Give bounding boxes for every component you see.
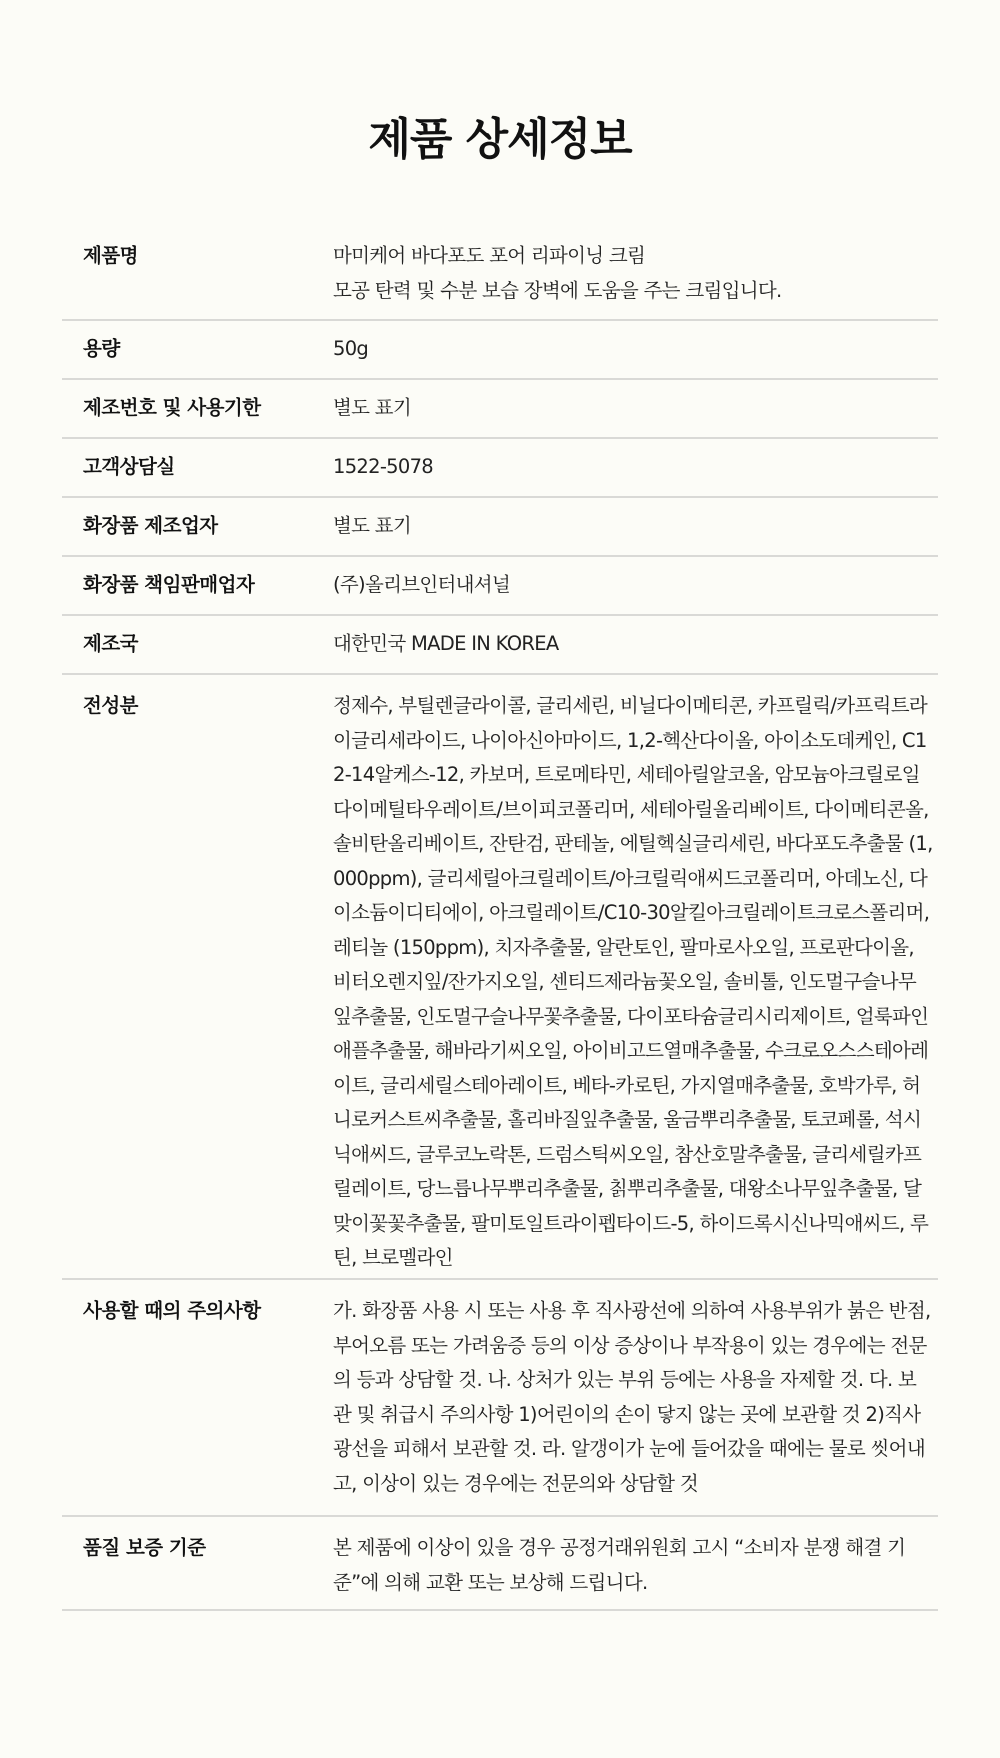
product-description-text: 모공 탄력 및 수분 보습 장벽에 도움을 주는 크림입니다.	[333, 278, 782, 302]
product-info-table	[62, 221, 938, 1611]
row-volume	[62, 321, 938, 380]
row-quality-guarantee	[62, 1517, 938, 1611]
row-label: 화장품 제조업자	[83, 514, 218, 537]
row-label: 품질 보증 기준	[83, 1536, 206, 1559]
row-value: (주)올리브인터내셔널	[333, 573, 511, 596]
row-value	[333, 239, 933, 319]
row-precautions	[62, 1280, 938, 1517]
precautions-text: 가. 화장품 사용 시 또는 사용 후 직사광선에 의하여 사용부위가 붉은 반점, 부어오름 또는 가려움증 등의 이상 증상이나 부작용이 있는 경우에는 전문의 등과 상담할 것. 나. 상처가 있는 부위 등에는 사용을 자제할 것. 다. 보관 및 취급시 주의사항 1)어린이의 손이 닿지 않는 곳에 보관할 것 2)직사광선을 피해서 보관할 것. 라. 알갱이가 눈에 들어갔을 때에는 물로 씻어내고, 이상이 있는 경우에는 전문의와 상담할 것	[333, 1299, 931, 1495]
row-customer-service	[62, 439, 938, 498]
row-country	[62, 616, 938, 675]
row-distributor	[62, 557, 938, 616]
row-product-name	[62, 221, 938, 321]
page-title: 제품 상세정보	[368, 114, 632, 165]
row-value: 1522-5078	[333, 455, 433, 478]
row-label: 화장품 책임판매업자	[83, 573, 255, 596]
row-label: 제품명	[83, 244, 139, 267]
row-value: 50g	[333, 337, 369, 360]
ingredients-text: 정제수, 부틸렌글라이콜, 글리세린, 비닐다이메티콘, 카프릴릭/카프릭트라이글리세라이드, 나이아신아마이드, 1,2-헥산다이올, 아이소도데케인, C12-14알케스-12, 카보머, 트로메타민, 세테아릴알코올, 암모늄아크릴로일다이메틸타우레이트/브이피코폴리머, 세테아릴올리베이트, 다이메티콘올, 솔비탄올리베이트, 잔탄검, 판테놀, 에틸헥실글리세린, 바다포도추출물 (1,000ppm), 글리세릴아크릴레이트/아크릴릭애씨드코폴리머, 아데노신, 다이소듐이디티에이, 아크릴레이트/C10-30알킬아크릴레이트크로스폴리머, 레티놀 (150ppm), 치자추출물, 알란토인, 팔마로사오일, 프로판다이올, 비터오렌지잎/잔가지오일, 센티드제라늄꽃오일, 솔비톨, 인도멀구슬나무잎추출물, 인도멀구슬나무꽃추출물, 다이포타슘글리시리제이트, 얼룩파인애플추출물, 해바라기씨오일, 아이비고드열매추출물, 수크로오스스테아레이트, 글리세릴스테아레이트, 베타-카로틴, 가지열매추출물, 호박가루, 허니로커스트씨추출물, 홀리바질잎추출물, 울금뿌리추출물, 토코페롤, 석시닉애씨드, 글루코노락톤, 드럼스틱씨오일, 참산호말추출물, 글리세릴카프릴레이트, 당느릅나무뿌리추출물, 칡뿌리추출물, 대왕소나무잎추출물, 달맞이꽃꽃추출물, 팔미토일트라이펩타이드-5, 하이드록시신나믹애씨드, 루틴, 브로멜라인	[333, 694, 933, 1269]
row-label: 용량	[83, 337, 120, 360]
row-ingredients	[62, 675, 938, 1280]
row-label: 전성분	[83, 694, 139, 717]
row-value: 별도 표기	[333, 396, 412, 419]
row-value: 별도 표기	[333, 514, 412, 537]
row-label: 제조국	[83, 632, 139, 655]
product-name-text: 마미케어 바다포도 포어 리파이닝 크림	[333, 244, 646, 267]
quality-guarantee-text: 본 제품에 이상이 있을 경우 공정거래위원회 고시 “소비자 분쟁 해결 기준”에 의해 교환 또는 보상해 드립니다.	[333, 1536, 906, 1594]
row-value: 대한민국 MADE IN KOREA	[333, 632, 559, 655]
row-label: 고객상담실	[83, 455, 175, 478]
row-label: 제조번호 및 사용기한	[83, 396, 261, 419]
row-manufacturer	[62, 498, 938, 557]
row-lot-expiry	[62, 380, 938, 439]
row-label: 사용할 때의 주의사항	[83, 1299, 261, 1322]
